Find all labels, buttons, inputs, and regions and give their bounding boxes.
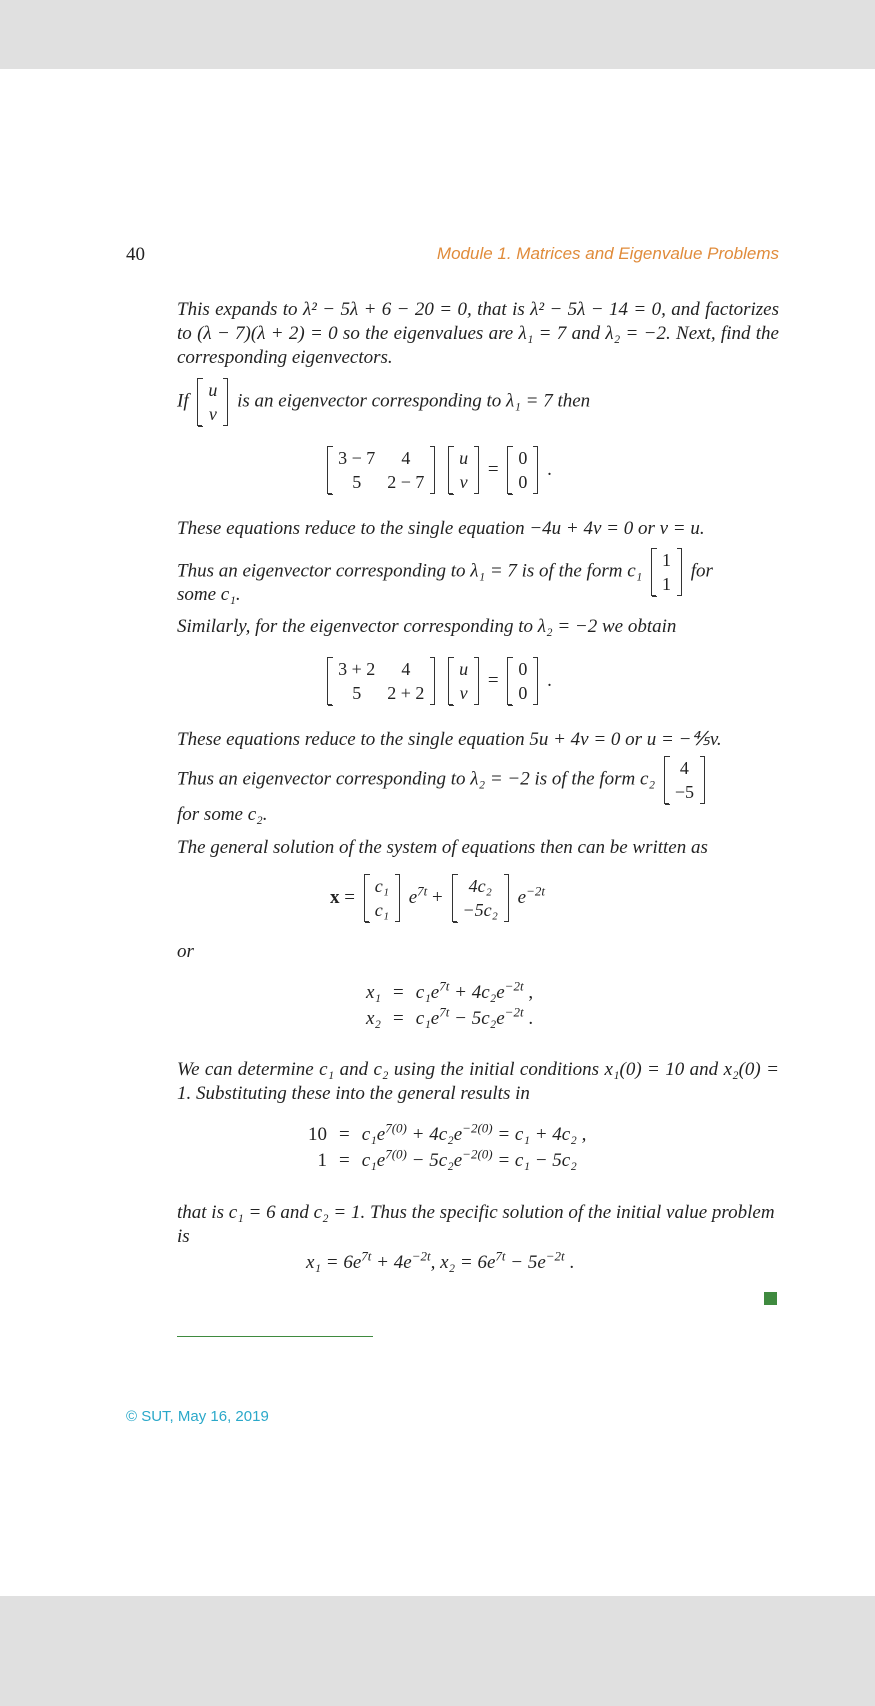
footnote-rule [177,1336,373,1337]
top-band [0,0,875,69]
paragraph-similarly: Similarly, for the eigenvector corresponding to λ₂ = −2 we obtain [177,616,677,637]
bottom-band [0,1596,875,1706]
paragraph-general-solution: The general solution of the system of equations then can be written as [177,837,708,858]
equation-general-solution: x = c₁ c₁ $e^{7t}$ + 4c₂ −5c₂ $e^{-2t}$ [330,876,545,920]
vector-4c2-5c2: 4c₂ −5c₂ [452,874,509,922]
paragraph-some-c1: some c₁. [177,584,241,605]
paragraph-eigenvector-form-1: Thus an eigenvector corresponding to λ₁ = 7 is of the form c₁ 1 1 for [177,550,713,594]
vector-uv-eq2: u v [448,657,479,705]
system-row: 1 = $c_1e^{7(0)} - 5c_2e^{-2(0)} = c_1 - 5c_2$ [317,1146,577,1171]
paragraph-eigenvalues: This expands to λ² − 5λ + 6 − 20 = 0, that is λ² − 5λ − 14 = 0, and factorizes to (λ − 7)(λ + 2) = 0 so the eigenvalues are λ₁ = 7 and λ₂ = −2. Next, find the corresponding eigenvectors. [177,299,779,368]
vector-one-one: 1 1 [651,548,682,596]
vector-uv: u v [197,378,228,426]
paragraph-reduce-2: These equations reduce to the single equation 5u + 4v = 0 or u = −⅘v. [177,729,722,750]
system-substitution [302,1122,592,1174]
page-number: 40 [126,244,145,265]
vector-four-minus-five: 4 −5 [664,756,705,804]
paragraph-eigenvector-form-2: Thus an eigenvector corresponding to λ₂ = −2 is of the form c₂ 4 −5 [177,756,779,804]
paragraph-specific-solution: that is c₁ = 6 and c₂ = 1. Thus the specific solution of the initial value problem is [177,1202,775,1247]
end-of-proof-square [764,1292,777,1305]
system-x1-x2 [360,980,539,1032]
vector-uv-eq1: u v [448,446,479,494]
running-header: Module 1. Matrices and Eigenvalue Problems [436,244,779,263]
equation-lambda2: 3 + 2 4 5 2 + 2 u v = 0 0 . [0,657,875,705]
equation-lambda1: 3 − 7 4 5 2 − 7 u v = 0 0 . [0,446,875,494]
paragraph-reduce-1: These equations reduce to the single equation −4u + 4v = 0 or v = u. [177,518,705,539]
text-or: or [177,941,194,962]
zero-vector-eq2: 0 0 [507,657,538,705]
system-row: 10 = $c_1e^{7(0)} + 4c_2e^{-2(0)} = c_1 + 4c_2$ , [308,1120,587,1145]
system-row: x₁ = $c_1e^{7t} + 4c_2e^{-2t}$ , [366,978,534,1003]
paragraph-if-eigenvector: If u v is an eigenvector corresponding to λ₁ = 7 then [177,380,591,424]
vector-c1-c1: c₁ c₁ [364,874,400,922]
matrix-a-lambda2: 3 + 2 4 5 2 + 2 [327,657,435,705]
paragraph-initial-conditions: We can determine c₁ and c₂ using the initial conditions x₁(0) = 10 and x₂(0) = 1. Substituting these into the general results in [177,1059,779,1104]
equation-final-solution: $x_1 = 6e^{7t} + 4e^{-2t}$, $x_2 = 6e^{7t} - 5e^{-2t}$ . [306,1248,575,1273]
footer-copyright: © SUT, May 16, 2019 [126,1408,269,1425]
zero-vector-eq1: 0 0 [507,446,538,494]
matrix-a-lambda1: 3 − 7 4 5 2 − 7 [327,446,435,494]
system-row: x₂ = $c_1e^{7t} - 5c_2e^{-2t}$ . [366,1004,534,1029]
paragraph-some-c2: for some c₂. [177,804,268,825]
